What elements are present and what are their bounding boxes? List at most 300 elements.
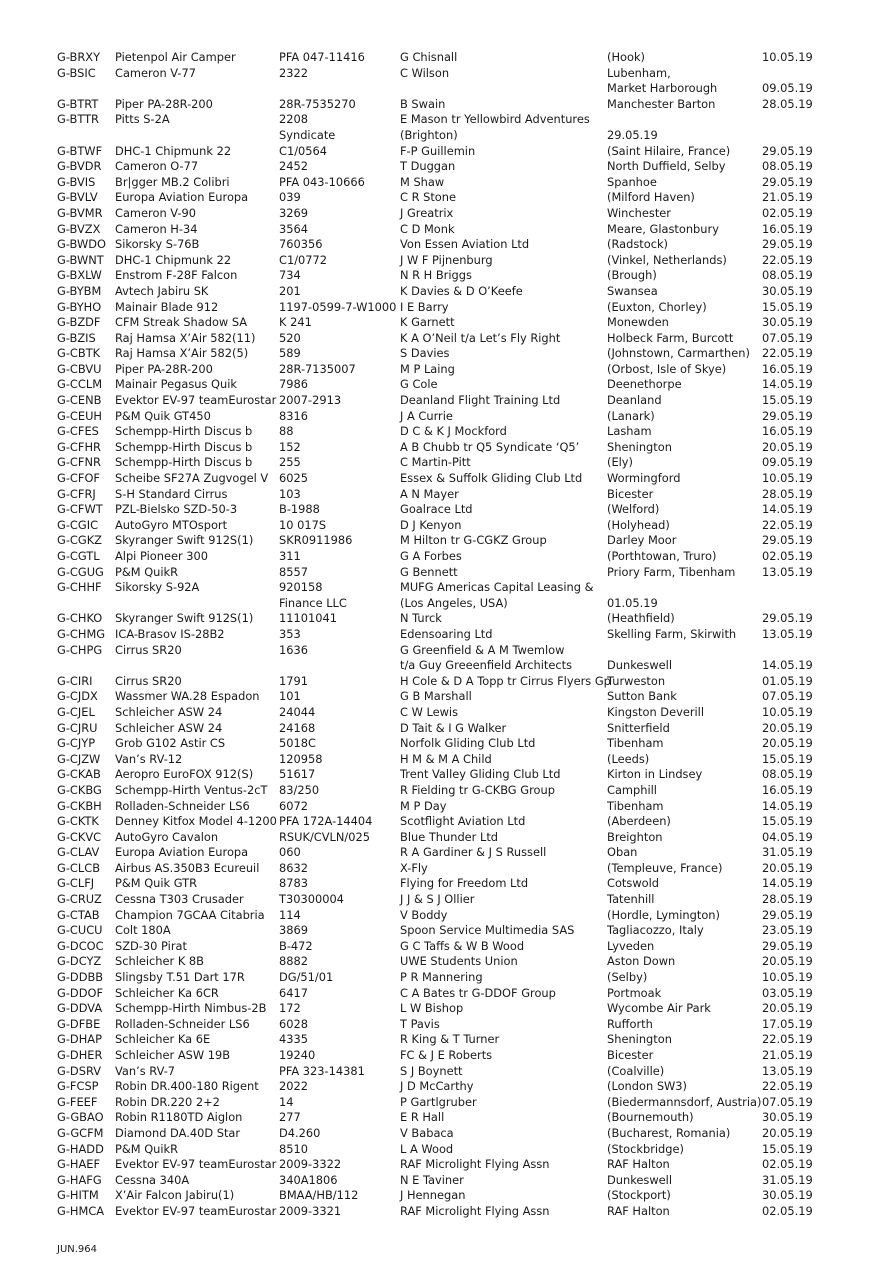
register-line [57, 799, 827, 815]
location: Cotswold [607, 876, 660, 891]
location: Skelling Farm, Skirwith [607, 626, 737, 641]
aircraft-type: Airbus AS.350B3 Ecureuil [115, 860, 260, 875]
date: 14.05.19 [762, 377, 813, 392]
aircraft-type: Europa Aviation Europa [115, 845, 249, 860]
date: 20.05.19 [762, 720, 813, 735]
location: Kirton in Lindsey [607, 767, 703, 782]
location: Turweston [607, 673, 666, 688]
owner: Spoon Service Multimedia SAS [400, 923, 575, 938]
date: 30.05.19 [762, 1110, 813, 1125]
owner: (Brighton) [400, 127, 458, 142]
aircraft-type: Denney Kitfox Model 4-1200 [115, 814, 277, 829]
registration: G-FEEF [57, 1094, 98, 1109]
register-line [57, 409, 827, 425]
date: 20.05.19 [762, 1125, 813, 1140]
owner: FC & J E Roberts [400, 1048, 493, 1062]
date: 23.05.19 [762, 923, 813, 938]
registration: G-BZDF [57, 315, 101, 330]
construction-number: 83/250 [279, 782, 320, 797]
date: 15.05.19 [762, 299, 813, 314]
register-line [57, 1204, 827, 1220]
location: Sutton Bank [607, 689, 677, 704]
owner: J A Currie [400, 408, 453, 423]
owner: Goalrace Ltd [400, 502, 473, 517]
construction-number: 3269 [279, 205, 308, 220]
date: 29.05.19 [762, 143, 813, 158]
date: 07.05.19 [762, 330, 813, 345]
registration: G-CGIC [57, 517, 99, 532]
location: (Selby) [607, 970, 648, 985]
construction-number: 353 [279, 626, 301, 641]
construction-number: 28R-7135007 [279, 361, 356, 376]
construction-number: 2452 [279, 159, 308, 174]
date: 30.05.19 [762, 283, 813, 298]
register-line [57, 1064, 827, 1080]
construction-number: 51617 [279, 767, 316, 782]
date: 29.05.19 [762, 533, 813, 548]
registration: G-CFWT [57, 502, 103, 517]
aircraft-type: Schempp-Hirth Ventus-2cT [115, 782, 268, 797]
registration: G-CIRI [57, 673, 93, 688]
location: 01.05.19 [607, 595, 658, 610]
owner: J Hennegan [400, 1188, 466, 1203]
register-line [57, 66, 827, 82]
location: Monewden [607, 315, 669, 330]
aircraft-type: X’Air Falcon Jabiru(1) [115, 1188, 235, 1203]
aircraft-type: Grob G102 Astir CS [115, 736, 226, 751]
register-line [57, 424, 827, 440]
date: 15.05.19 [762, 814, 813, 829]
location: Aston Down [607, 954, 676, 969]
construction-number: PFA 323-14381 [279, 1063, 365, 1078]
owner: P Gartlgruber [400, 1094, 477, 1109]
owner: L A Wood [400, 1141, 454, 1156]
register-line [57, 939, 827, 955]
register-line [57, 736, 827, 752]
location: RAF Halton [607, 1157, 670, 1172]
aircraft-type: Skyranger Swift 912S(1) [115, 533, 254, 548]
register-line [57, 923, 827, 939]
location: (Porthtowan, Truro) [607, 549, 717, 563]
registration: G-BTWF [57, 143, 103, 158]
registration: G-HMCA [57, 1203, 105, 1218]
location: Deanland [607, 393, 662, 408]
construction-number: 3564 [279, 221, 308, 236]
location: (Welford) [607, 502, 660, 517]
construction-number: 734 [279, 268, 301, 283]
owner: G A Forbes [400, 549, 462, 563]
registration: G-CLAV [57, 845, 100, 860]
location: Tibenham [607, 736, 664, 751]
aircraft-type: Robin R1180TD Aiglon [115, 1110, 243, 1125]
register-line [57, 627, 827, 643]
register-line [57, 861, 827, 877]
date: 08.05.19 [762, 268, 813, 283]
aircraft-type: Evektor EV-97 teamEurostar [115, 1203, 277, 1218]
registration: G-HAFG [57, 1172, 102, 1187]
aircraft-type: Champion 7GCAA Citabria [115, 907, 265, 922]
aircraft-type: Cameron V-77 [115, 65, 197, 80]
register-line [57, 346, 827, 362]
location: (Leeds) [607, 751, 650, 766]
location: Portmoak [607, 985, 662, 1000]
register-line [57, 1001, 827, 1017]
date: 13.05.19 [762, 1063, 813, 1078]
owner: G Greenfield & A M Twemlow [400, 642, 565, 657]
owner: UWE Students Union [400, 954, 518, 969]
owner: Norfolk Gliding Club Ltd [400, 736, 536, 751]
register-line [57, 845, 827, 861]
aircraft-type: SZD-30 Pirat [115, 938, 187, 953]
register-line [57, 1110, 827, 1126]
location: Manchester Barton [607, 96, 716, 111]
owner: B Swain [400, 96, 446, 111]
construction-number: 8882 [279, 954, 308, 969]
location: Meare, Glastonbury [607, 221, 719, 236]
registration: G-DFBE [57, 1016, 101, 1031]
aircraft-type: Evektor EV-97 teamEurostar [115, 393, 277, 408]
registration: G-CLFJ [57, 876, 95, 891]
location: Lasham [607, 424, 652, 439]
register-line [57, 518, 827, 534]
construction-number: 311 [279, 549, 301, 563]
register-line [57, 783, 827, 799]
registration: G-CJYP [57, 736, 96, 751]
date: 30.05.19 [762, 315, 813, 330]
construction-number: 11101041 [279, 611, 337, 626]
owner: F-P Guillemin [400, 143, 476, 158]
location: Lyveden [607, 938, 655, 953]
location: North Duffield, Selby [607, 159, 726, 174]
registration: G-CFNR [57, 455, 101, 470]
register-line [57, 1173, 827, 1189]
construction-number: 19240 [279, 1048, 316, 1062]
registration: G-DDVA [57, 1001, 103, 1016]
registration: G-CKAB [57, 767, 101, 782]
date: 14.05.19 [762, 502, 813, 517]
aircraft-type: Cameron H-34 [115, 221, 198, 236]
register-line [57, 876, 827, 892]
date: 07.05.19 [762, 689, 813, 704]
register-line [57, 1142, 827, 1158]
register-line [57, 767, 827, 783]
owner: M Hilton tr G-CGKZ Group [400, 533, 547, 548]
owner: N Turck [400, 611, 442, 626]
register-line [57, 377, 827, 393]
aircraft-type: Schempp-Hirth Discus b [115, 424, 253, 439]
location: Bicester [607, 486, 654, 501]
date: 08.05.19 [762, 767, 813, 782]
registration: G-CTAB [57, 907, 100, 922]
owner: J D McCarthy [400, 1079, 474, 1094]
registration: G-BRXY [57, 50, 101, 64]
location: (Hook) [607, 50, 645, 64]
location: Snitterfield [607, 720, 670, 735]
aircraft-type: Robin DR.220 2+2 [115, 1094, 220, 1109]
construction-number: 101 [279, 689, 301, 704]
registration: G-CKBG [57, 782, 102, 797]
date: 14.05.19 [762, 798, 813, 813]
location: Bicester [607, 1048, 654, 1062]
aircraft-type: Raj Hamsa X’Air 582(5) [115, 346, 249, 361]
construction-number: 520 [279, 330, 301, 345]
register-line [57, 159, 827, 175]
date: 31.05.19 [762, 845, 813, 860]
register-line [57, 830, 827, 846]
owner: Essex & Suffolk Gliding Club Ltd [400, 471, 583, 486]
registration: G-CFHR [57, 439, 101, 454]
location: Dunkeswell [607, 1172, 672, 1187]
location: Tibenham [607, 798, 664, 813]
owner: H M & M A Child [400, 751, 492, 766]
owner: Von Essen Aviation Ltd [400, 237, 530, 252]
register-line [57, 1188, 827, 1204]
aircraft-type: Schempp-Hirth Discus b [115, 439, 253, 454]
construction-number: 920158 [279, 580, 323, 595]
aircraft-type: PZL-Bielsko SZD-50-3 [115, 502, 238, 517]
construction-number: 88 [279, 424, 294, 439]
aircraft-type: AutoGyro Cavalon [115, 829, 219, 844]
aircraft-type: Colt 180A [115, 923, 171, 938]
registration: G-DCYZ [57, 954, 102, 969]
construction-number: 24044 [279, 704, 316, 719]
owner: T Duggan [400, 159, 456, 174]
registration: G-DHAP [57, 1032, 102, 1047]
owner: t/a Guy Greeenfield Architects [400, 658, 573, 673]
location: (Heathfield) [607, 611, 675, 626]
construction-number: SKR0911986 [279, 533, 353, 548]
date: 02.05.19 [762, 549, 813, 563]
registration: G-CJEL [57, 704, 95, 719]
date: 22.05.19 [762, 1032, 813, 1047]
aircraft-type: P&M Quik GTR [115, 876, 198, 891]
owner: M P Day [400, 798, 447, 813]
registration: G-DDOF [57, 985, 103, 1000]
registration: G-GCFM [57, 1125, 104, 1140]
registration: G-CKVC [57, 829, 102, 844]
construction-number: RSUK/CVLN/025 [279, 829, 370, 844]
register-line [57, 596, 827, 612]
registration: G-BVLV [57, 190, 98, 205]
construction-number: 1791 [279, 673, 308, 688]
aircraft-type: Aeropro EuroFOX 912(S) [115, 767, 254, 782]
aircraft-type: Scheibe SF27A Zugvogel V [115, 471, 269, 486]
registration: G-CGUG [57, 564, 104, 579]
registration: G-BVMR [57, 205, 103, 220]
owner: Edensoaring Ltd [400, 626, 493, 641]
construction-number: PFA 047-11416 [279, 50, 365, 64]
date: 22.05.19 [762, 1079, 813, 1094]
registration: G-CJRU [57, 720, 98, 735]
aircraft-type: Schempp-Hirth Nimbus-2B [115, 1001, 267, 1016]
date: 20.05.19 [762, 1001, 813, 1016]
location: (Bucharest, Romania) [607, 1125, 731, 1140]
owner: M P Laing [400, 361, 455, 376]
aircraft-type: DHC-1 Chipmunk 22 [115, 252, 232, 267]
location: Deenethorpe [607, 377, 682, 392]
registration: G-BWDO [57, 237, 106, 252]
date: 28.05.19 [762, 892, 813, 907]
construction-number: 6072 [279, 798, 308, 813]
owner: R A Gardiner & J S Russell [400, 845, 547, 860]
register-line [57, 50, 827, 66]
registration: G-CBVU [57, 361, 102, 376]
register-line [57, 892, 827, 908]
owner: J W F Pijnenburg [400, 252, 493, 267]
register-line [57, 1032, 827, 1048]
registration: G-BTTR [57, 112, 99, 127]
owner: A B Chubb tr Q5 Syndicate ‘Q5’ [400, 439, 580, 454]
register-line [57, 81, 827, 97]
owner: L W Bishop [400, 1001, 464, 1016]
register-line [57, 471, 827, 487]
location: Shenington [607, 439, 672, 454]
construction-number: 103 [279, 486, 301, 501]
date: 20.05.19 [762, 439, 813, 454]
register-line [57, 315, 827, 331]
register-line [57, 565, 827, 581]
construction-number: 277 [279, 1110, 301, 1125]
register-line [57, 752, 827, 768]
location: (Templeuve, France) [607, 860, 723, 875]
location: (Holyhead) [607, 517, 670, 532]
construction-number: B-472 [279, 938, 313, 953]
construction-number: 2009-3322 [279, 1157, 342, 1172]
owner: A N Mayer [400, 486, 459, 501]
registration: G-CENB [57, 393, 102, 408]
date: 16.05.19 [762, 221, 813, 236]
owner: D Tait & I G Walker [400, 720, 507, 735]
registration: G-CUCU [57, 923, 103, 938]
register-line [57, 549, 827, 565]
construction-number: 152 [279, 439, 301, 454]
registration: G-DCOC [57, 938, 104, 953]
register-line [57, 1157, 827, 1173]
register-line [57, 112, 827, 128]
aircraft-type: Schleicher Ka 6E [115, 1032, 211, 1047]
location: (Hordle, Lymington) [607, 907, 720, 922]
construction-number: 2009-3321 [279, 1203, 342, 1218]
aircraft-type: Cessna 340A [115, 1172, 190, 1187]
aircraft-type: Rolladen-Schneider LS6 [115, 1016, 250, 1031]
date: 16.05.19 [762, 782, 813, 797]
construction-number: 7986 [279, 377, 308, 392]
date: 08.05.19 [762, 159, 813, 174]
aircraft-type: AutoGyro MTOsport [115, 517, 228, 532]
owner: V Babaca [400, 1125, 454, 1140]
aircraft-type: P&M Quik GT450 [115, 408, 211, 423]
owner: (Los Angeles, USA) [400, 595, 508, 610]
construction-number: C1/0772 [279, 252, 328, 267]
aircraft-type: Cameron O-77 [115, 159, 199, 174]
aircraft-type: P&M QuikR [115, 564, 179, 579]
construction-number: Syndicate [279, 127, 336, 142]
construction-number: 114 [279, 907, 301, 922]
date: 13.05.19 [762, 626, 813, 641]
register-line [57, 175, 827, 191]
owner: T Pavis [400, 1016, 440, 1031]
location: Wycombe Air Park [607, 1001, 711, 1016]
aircraft-type: CFM Streak Shadow SA [115, 315, 248, 330]
register-line [57, 674, 827, 690]
registration: G-BXLW [57, 268, 102, 283]
owner: K A O’Neil t/a Let’s Fly Right [400, 330, 561, 345]
date: 14.05.19 [762, 658, 813, 673]
aircraft-type: Pietenpol Air Camper [115, 50, 236, 64]
date: 29.05.19 [762, 907, 813, 922]
registration: G-HAEF [57, 1157, 101, 1172]
location: (Radstock) [607, 237, 668, 252]
location: Tatenhill [607, 892, 655, 907]
aircraft-type: P&M QuikR [115, 1141, 179, 1156]
registration: G-CGKZ [57, 533, 102, 548]
location: (Aberdeen) [607, 814, 671, 829]
location: (Biedermannsdorf, Austria) [607, 1094, 762, 1109]
register-line [57, 1095, 827, 1111]
aircraft-type: Avtech Jabiru SK [115, 283, 209, 298]
owner: J Greatrix [400, 205, 454, 220]
date: 20.05.19 [762, 736, 813, 751]
registration: G-HADD [57, 1141, 104, 1156]
construction-number: 2322 [279, 65, 308, 80]
registration: G-GBAO [57, 1110, 104, 1125]
date: 10.05.19 [762, 471, 813, 486]
location: Winchester [607, 205, 671, 220]
aircraft-type: Sikorsky S-92A [115, 580, 200, 595]
aircraft-type: Robin DR.400-180 Rigent [115, 1079, 259, 1094]
owner: G Cole [400, 377, 438, 392]
date: 28.05.19 [762, 486, 813, 501]
date: 02.05.19 [762, 1157, 813, 1172]
construction-number: BMAA/HB/112 [279, 1188, 359, 1203]
construction-number: 8632 [279, 860, 308, 875]
aircraft-type: Enstrom F-28F Falcon [115, 268, 238, 283]
date: 29.05.19 [762, 938, 813, 953]
aircraft-type: Schleicher K 8B [115, 954, 204, 969]
owner: N E Taviner [400, 1172, 464, 1187]
date: 07.05.19 [762, 1094, 813, 1109]
date: 29.05.19 [762, 174, 813, 189]
register-line [57, 253, 827, 269]
date: 13.05.19 [762, 564, 813, 579]
construction-number: 060 [279, 845, 301, 860]
location: (Saint Hilaire, France) [607, 143, 731, 158]
location: Kingston Deverill [607, 704, 704, 719]
date: 15.05.19 [762, 393, 813, 408]
location: Spanhoe [607, 174, 657, 189]
location: (Coalville) [607, 1063, 665, 1078]
owner: C Martin-Pitt [400, 455, 471, 470]
registration: G-CFES [57, 424, 99, 439]
date: 10.05.19 [762, 970, 813, 985]
location: (Orbost, Isle of Skye) [607, 361, 727, 376]
aircraft-type: Cessna T303 Crusader [115, 892, 244, 907]
date: 15.05.19 [762, 751, 813, 766]
register-line [57, 206, 827, 222]
registration: G-CKBH [57, 798, 102, 813]
location: (Ely) [607, 455, 633, 470]
aircraft-type: Piper PA-28R-200 [115, 96, 213, 111]
location: (London SW3) [607, 1079, 688, 1094]
owner: Trent Valley Gliding Club Ltd [400, 767, 561, 782]
location: RAF Halton [607, 1203, 670, 1218]
owner: M Shaw [400, 174, 445, 189]
owner: C A Bates tr G-DDOF Group [400, 985, 556, 1000]
construction-number: 8557 [279, 564, 308, 579]
construction-number: 255 [279, 455, 301, 470]
register-line [57, 611, 827, 627]
registration: G-BVZX [57, 221, 101, 236]
